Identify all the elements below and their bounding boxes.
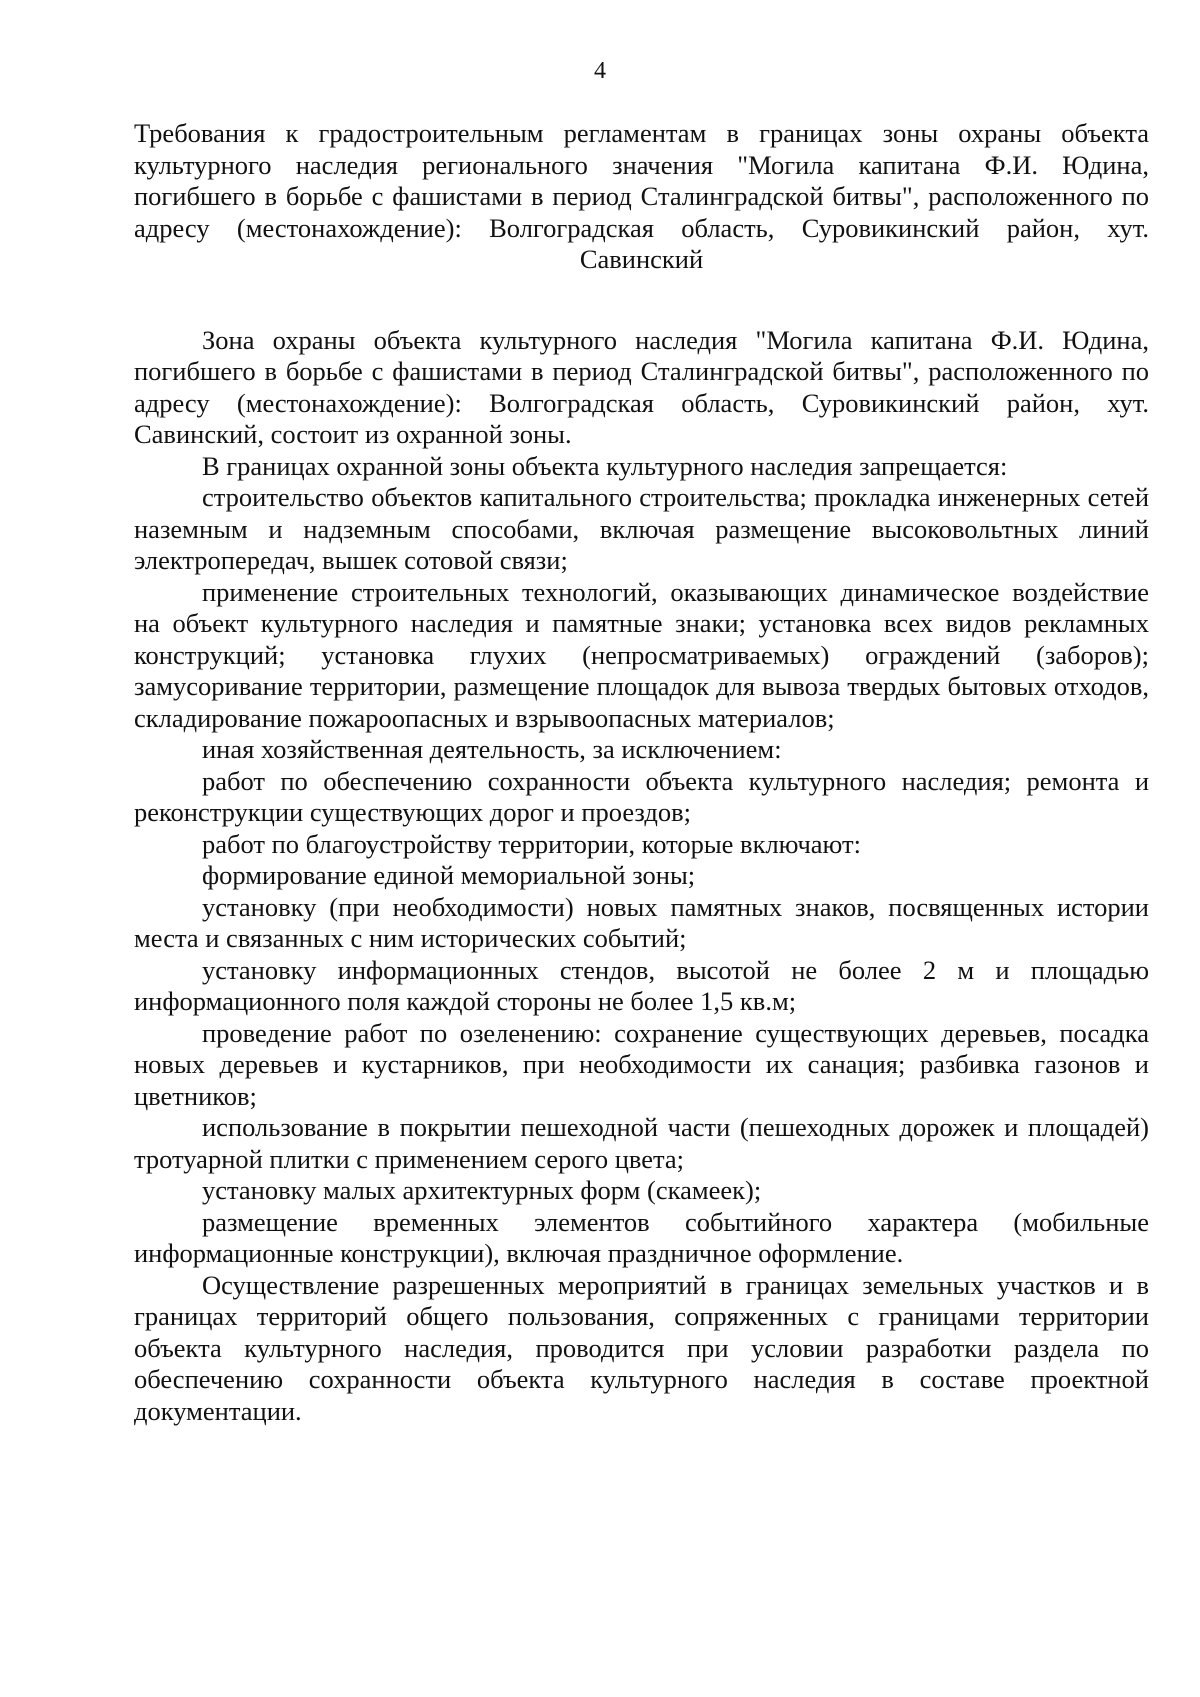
paragraph-memorial-signs: установку (при необходимости) новых памятных знаков, посвященных истории места и связанных с ним исторических событий; [134,891,1149,953]
paragraph-preservation-works: работ по обеспечению сохранности объекта культурного наследия; ремонта и реконструкции существующих дорог и проездов; [134,765,1149,827]
paragraph-improvement-works: работ по благоустройству территории, которые включают: [202,828,861,859]
paragraph-construction-ban: строительство объектов капитального строительства; прокладка инженерных сетей наземным и надземным способами, включая размещение высоковольтных линий электропередач, вышек сотовой связи; [134,482,1149,575]
page-number: 4 [594,58,606,84]
paragraph-prohibited-intro: В границах охранной зоны объекта культурного наследия запрещается: [202,450,1008,481]
paragraph-zone-composition: Зона охраны объекта культурного наследия "Могила капитана Ф.И. Юдина, погибшего в борьбе с фашистами в период Сталинградской битвы", расположенного по адресу (местонахождение): Волгоградская область, Суровикинский район, хут. Савинский, состоит из охранной зоны. [134,324,1149,449]
paragraph-paving: использование в покрытии пешеходной части (пешеходных дорожек и площадей) тротуарной плитки с применением серого цвета; [134,1112,1149,1174]
paragraph-landscaping: проведение работ по озеленению: сохранение существующих деревьев, посадка новых деревьев и кустарников, при необходимости их санация; разбивка газонов и цветников; [134,1017,1149,1111]
paragraph-memorial-zone: формирование единой мемориальной зоны; [202,860,696,890]
paragraph-economic-activity: иная хозяйственная деятельность, за исключением: [202,734,782,764]
document-title: Требования к градостроительным регламентам в границах зоны охраны объекта культурного наследия регионального значения "Могила капитана Ф.И. Юдина, погибшего в борьбе с фашистами в период Сталинградской битвы", расположенного по адресу (местонахождение): Волгоградская область, Суровикинский район, хут. Савинский [134,118,1149,274]
paragraph-technology-ban: применение строительных технологий, оказывающих динамическое воздействие на объект культурного наследия и памятные знаки; установка всех видов рекламных конструкций; установка глухих (непросматриваемых) ограждений (заборов); замусоривание территории, размещение площадок для вывоза твердых бытовых отходов, складирование пожароопасных и взрывоопасных материалов; [134,576,1149,733]
document-body [134,118,1149,1427]
paragraph-conditions: Осуществление разрешенных мероприятий в границах земельных участков и в границах территорий общего пользования, сопряженных с границами территории объекта культурного наследия, проводится при условии разработки раздела по обеспечению сохранности объекта культурного наследия в составе проектной документации. [134,1269,1149,1426]
paragraph-info-stands: установку информационных стендов, высотой не более 2 м и площадью информационного поля каждой стороны не более 1,5 кв.м; [134,954,1149,1016]
title-spacing [134,276,1149,325]
paragraph-temporary-elements: размещение временных элементов событийного характера (мобильные информационные конструкции), включая праздничное оформление. [134,1206,1149,1268]
paragraph-small-forms: установку малых архитектурных форм (скамеек); [202,1175,762,1205]
